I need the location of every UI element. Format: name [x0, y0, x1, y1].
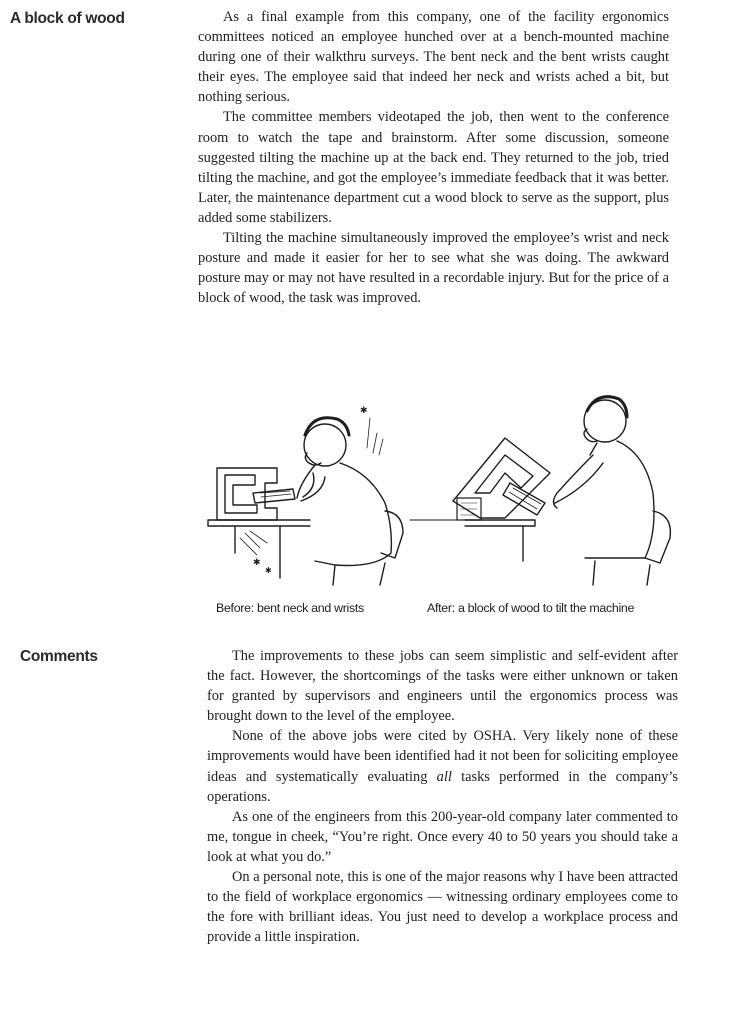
svg-text:✱: ✱ [265, 566, 272, 575]
section-heading-comments: Comments [20, 648, 98, 665]
before-after-illustration [205, 393, 675, 593]
paragraph: Tilting the machine simultaneously improved the employee’s wrist and neck posture and made it easier for her to see what she was doing. The awkward posture may or may not have resulted in a recordable injury. But for the price of a block of wood, the task was improved. [198, 230, 669, 307]
block-of-wood-text [198, 7, 669, 308]
comments-text [207, 646, 678, 947]
paragraph: As one of the engineers from this 200-year-old company later commented to me, tongue in cheek, “You’re right. Once every 40 to 50 years you should take a look at what you do.” [207, 808, 678, 865]
text-span: tasks performed in the company’s operations. [207, 768, 678, 805]
after-caption: After: a block of wood to tilt the machine [427, 601, 635, 615]
paragraph: As a final example from this company, one of the facility ergonomics committees noticed an employee hunched over at a bench-mounted machine during one of their walkthru surveys. The bent neck and the bent wrists caught their eyes. The employee said that indeed her neck and wrists ached a bit, but nothing serious. [198, 9, 669, 106]
paragraph [207, 726, 678, 806]
before-caption: Before: bent neck and wrists [216, 601, 364, 615]
emphasis-text: all [436, 768, 452, 785]
paragraph: The improvements to these jobs can seem simplistic and self-evident after the fact. However, the shortcomings of the tasks were either unknown or taken for granted by supervisors and engineers until the ergonomics process was brought down to the level of the employee. [207, 648, 678, 725]
svg-text:✱: ✱ [360, 405, 368, 415]
svg-text:✱: ✱ [253, 557, 261, 567]
section-heading-block-of-wood: A block of wood [10, 10, 125, 27]
after-scene-drawing [453, 397, 670, 585]
paragraph: The committee members videotaped the job, then went to the conference room to watch the tape and brainstorm. After some discussion, someone suggested tilting the machine up at the back end. They returned to the job, tried tilting the machine, and got the employee’s immediate feedback that it was better. Later, the maintenance department cut a wood block to serve as the support, plus added some stabilizers. [198, 109, 669, 226]
paragraph: On a personal note, this is one of the major reasons why I have been attracted to the field of workplace ergonomics — witnessing ordinary employees come to the fore with brilliant ideas. You just need to develop a workplace process and provide a little inspiration. [207, 869, 678, 946]
before-scene-drawing [208, 405, 403, 585]
text-span: None of the above jobs were cited by OSHA. Very likely none of these improvements would have been identified had it not been for soliciting employee ideas and systematically evaluating [207, 728, 678, 785]
